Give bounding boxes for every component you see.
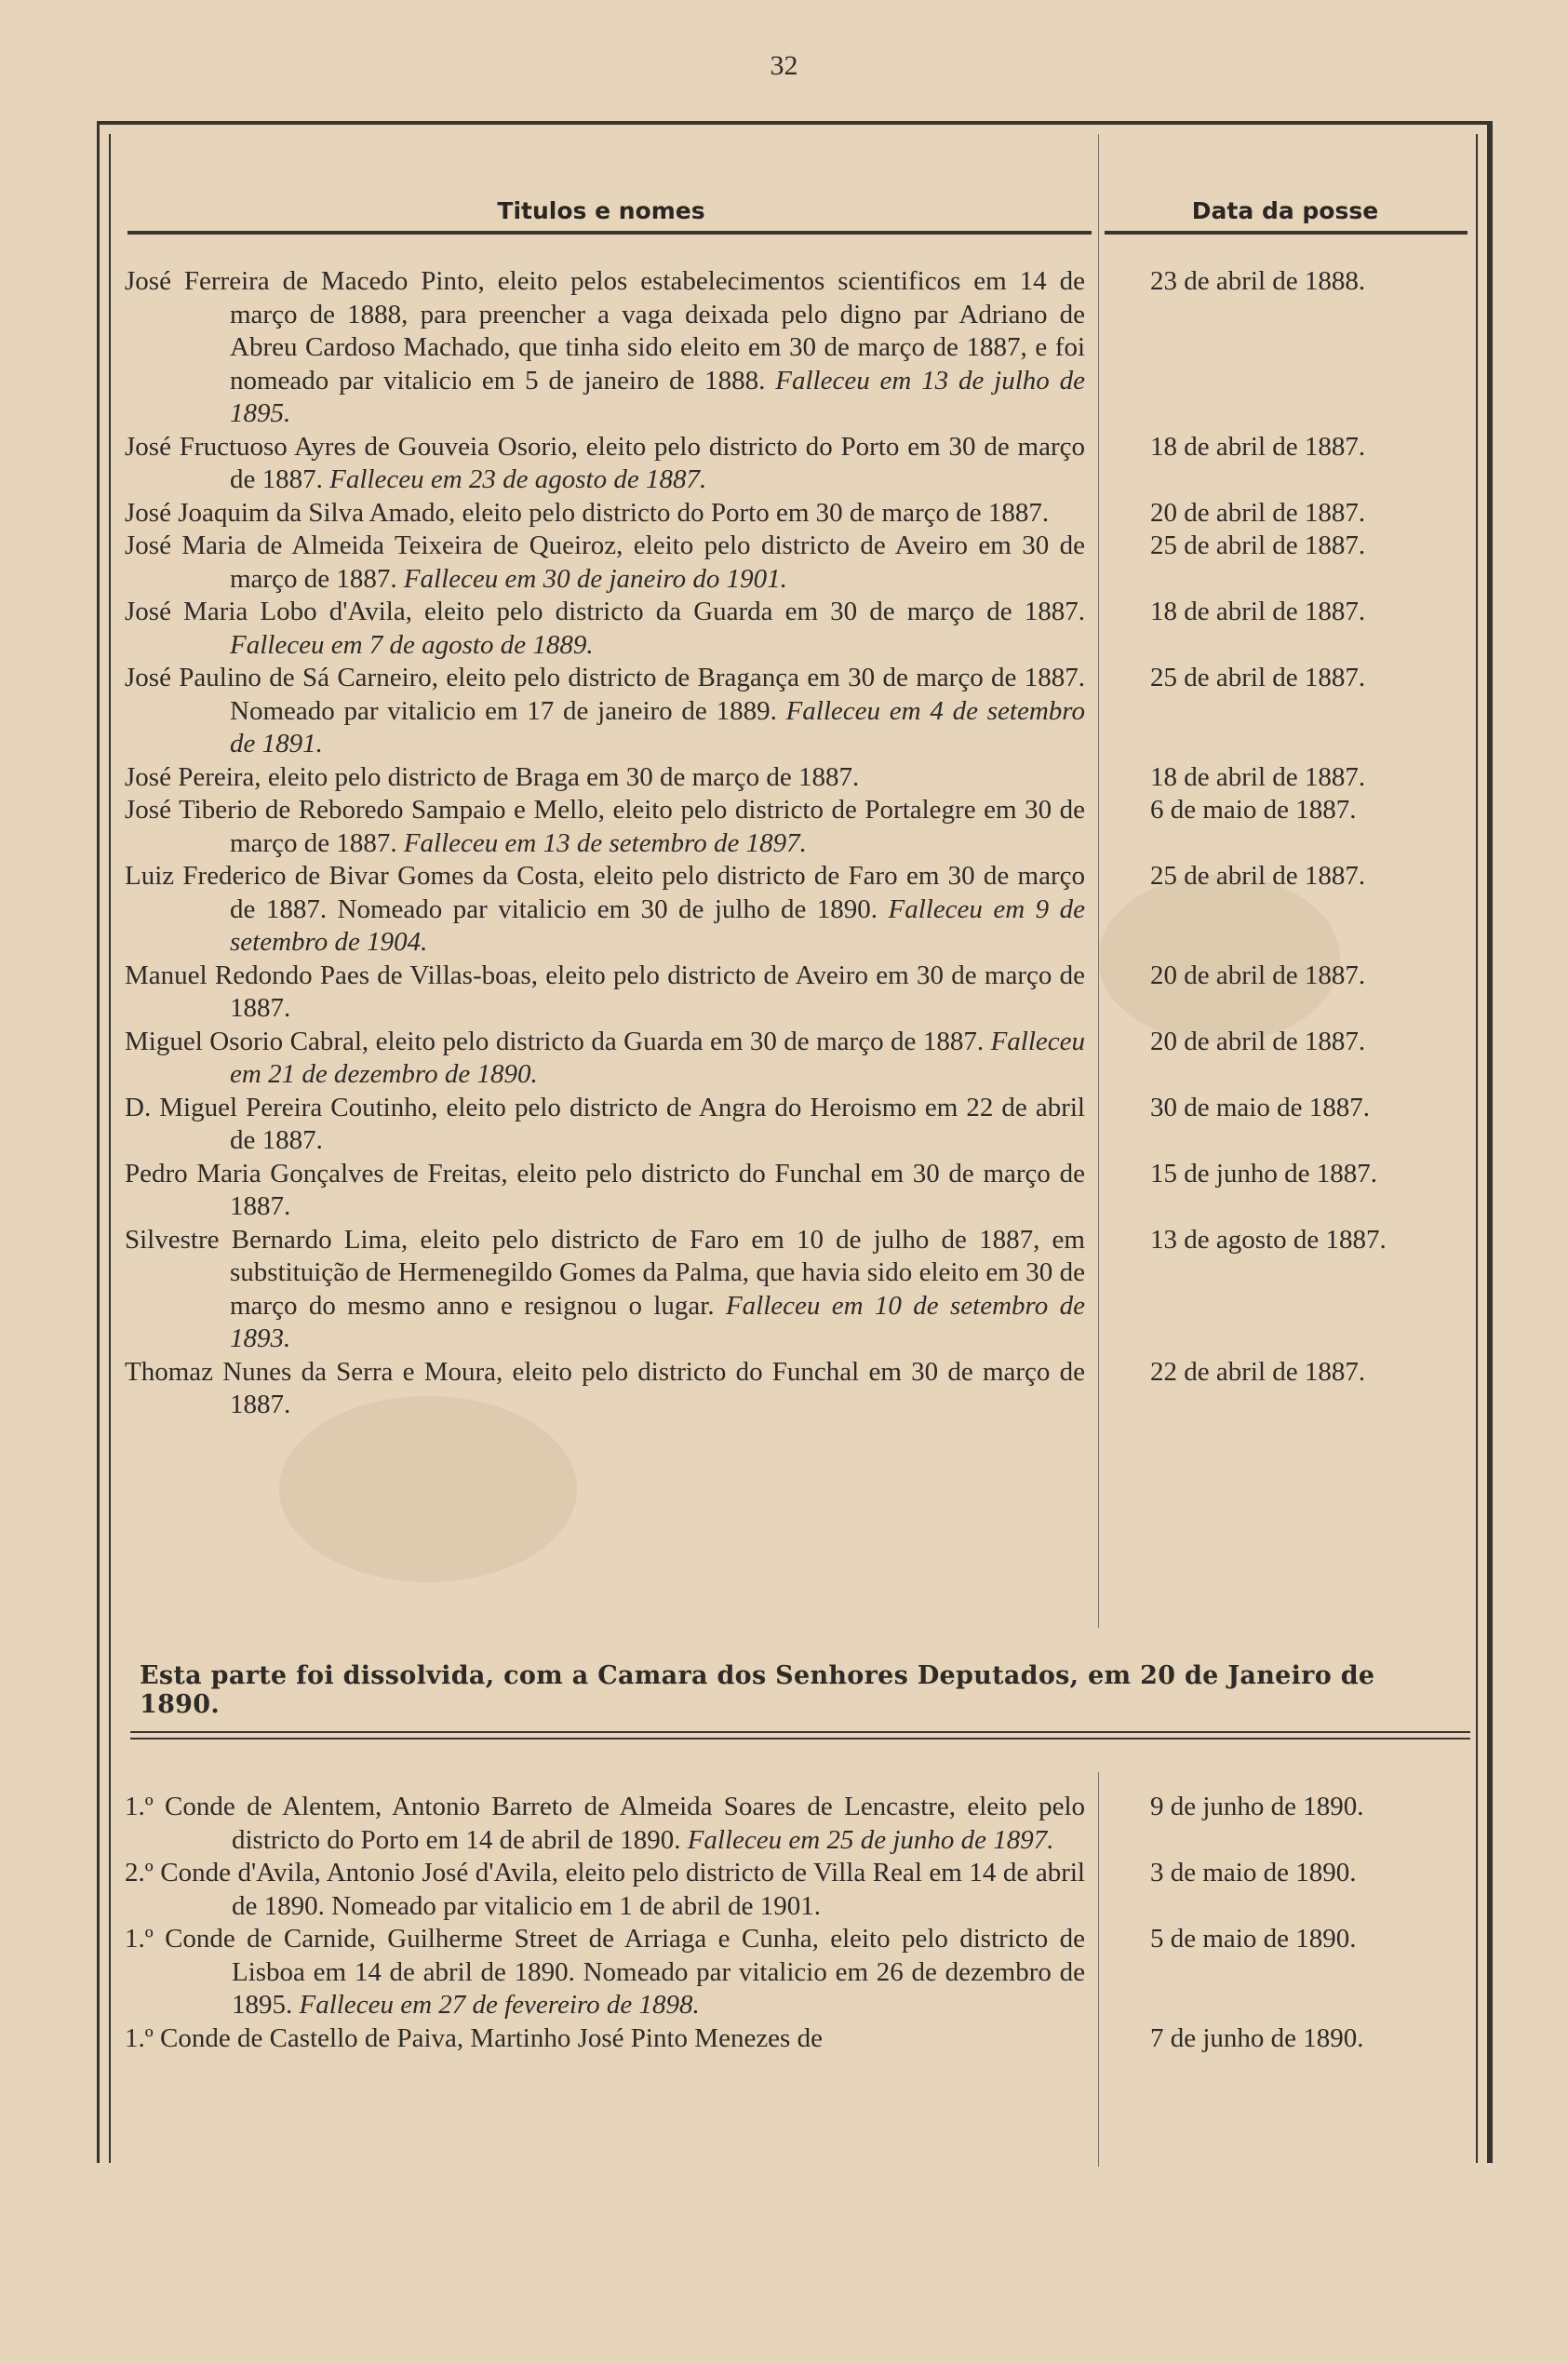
entry-date: 25 de abril de 1887. (1150, 663, 1366, 692)
table-row (125, 1092, 1465, 1158)
table-row (125, 1224, 1465, 1356)
header-rule (127, 231, 1092, 235)
entry-text (125, 265, 1085, 431)
entry-death-note: Falleceu em 30 de janeiro do 1901. (403, 563, 787, 594)
frame-inner-left-rule (109, 134, 111, 2163)
table-row (125, 596, 1465, 662)
header-rule (1105, 231, 1467, 235)
table-row (125, 1791, 1465, 1857)
entry-body: eleito pelo districto de Faro em 30 de março de 1887. Nomeado par vitalicio em 30 de julho de 1890. (230, 861, 1085, 924)
entry-name: Luiz Frederico de Bivar Gomes da Costa, (125, 861, 585, 891)
entry-date: 23 de abril de 1888. (1150, 266, 1366, 296)
entry-text (125, 761, 1085, 795)
entry-text (125, 1791, 1085, 1857)
entry-name: José Tiberio de Reboredo Sampaio e Mello, (125, 795, 605, 825)
table-row (125, 1923, 1465, 2022)
entry-date: 18 de abril de 1887. (1150, 761, 1366, 792)
entry-body: eleito pelo districto do Porto em 30 de março de 1887. (230, 431, 1085, 494)
entry-body: eleito pelo districto do Porto em 30 de março de 1887. (455, 497, 1050, 528)
table-row (125, 1356, 1465, 1422)
entry-name: D. Miguel Pereira Coutinho, (125, 1092, 438, 1122)
entry-name: José Pereira, (125, 761, 261, 792)
entry-name: Thomaz Nunes da Serra e Moura, (125, 1356, 503, 1387)
entry-death-note: Falleceu em 13 de setembro de 1897. (403, 827, 807, 858)
entry-text (125, 960, 1085, 1026)
entry-body: eleito pelo districto do Funchal em 30 de março de 1887. (230, 1158, 1085, 1221)
entry-death-note: Falleceu em 23 de agosto de 1887. (329, 464, 707, 494)
table-row (125, 1158, 1465, 1224)
entry-name: José Fructuoso Ayres de Gouveia Osorio, (125, 431, 578, 462)
entry-death-note: Falleceu em 10 de setembro de 1893. (230, 1290, 1085, 1353)
entry-text (125, 1224, 1085, 1356)
entry-date: 20 de abril de 1887. (1150, 960, 1366, 990)
entry-text (125, 497, 1085, 531)
entry-body: eleito pelo districto de Portalegre em 30 de março de 1887. (230, 795, 1085, 858)
entry-body: eleito pelo districto de Lisboa em 14 de abril de 1890. Nomeado par vitalicio em 26 de dezembro de 1895. (232, 1924, 1085, 2020)
entry-text (125, 1857, 1085, 1923)
entry-date: 3 de maio de 1890. (1150, 1858, 1357, 1887)
entry-name: José Maria de Almeida Teixeira de Queiroz, (125, 531, 623, 560)
entry-body: eleito pelo districto de Aveiro em 30 de março de 1887. (230, 531, 1086, 594)
table-row (125, 794, 1465, 860)
page-number: 32 (770, 50, 798, 81)
entry-name: 1.º Conde de Carnide, Guilherme Street de Arriaga e Cunha, (125, 1924, 819, 1954)
table-row (125, 530, 1465, 596)
entry-death-note: Falleceu em 4 de setembro de 1891. (230, 695, 1085, 759)
entry-body: eleito pelo districto de Aveiro em 30 de março de 1887. (230, 960, 1085, 1023)
entry-text (125, 2022, 1085, 2056)
table-row (125, 497, 1465, 531)
entry-date: 18 de abril de 1887. (1150, 597, 1366, 626)
entry-body: eleito pelo districto de Bragança em 30 de março de 1887. Nomeado par vitalicio em 17 de janeiro de 1889. (230, 663, 1086, 726)
entry-date: 20 de abril de 1887. (1150, 1026, 1366, 1056)
entry-name: Miguel Osorio Cabral, (125, 1026, 369, 1056)
entry-date: 22 de abril de 1887. (1150, 1356, 1366, 1387)
entry-body: eleito pelo districto de Villa Real em 14 de abril de 1890. Nomeado par vitalicio em 1 de abril de 1901. (232, 1858, 1085, 1921)
table-row (125, 431, 1465, 497)
entry-text (125, 596, 1085, 662)
entry-body: eleito pelo districto da Guarda em 30 de março de 1887. (411, 597, 1086, 626)
table-row (125, 960, 1465, 1026)
entry-date: 13 de agosto de 1887. (1150, 1224, 1387, 1255)
entry-name: 1.º Conde de Castello de Paiva, Martinho José Pinto Menezes de (125, 2022, 823, 2053)
entry-name: Manuel Redondo Paes de Villas-boas, (125, 960, 539, 990)
entry-name: 2.º Conde d'Avila, Antonio José d'Avila, (125, 1858, 559, 1887)
entry-text (125, 1923, 1085, 2022)
entry-body: eleito pelo districto da Guarda em 30 de março de 1887. (369, 1026, 991, 1056)
dissolution-notice: Esta parte foi dissolvida, com a Camara dos Senhores Deputados, em 20 de Janeiro de 1890. (140, 1661, 1375, 1719)
entry-name: José Paulino de Sá Carneiro, (125, 663, 439, 692)
table-row (125, 860, 1465, 960)
entry-text (125, 530, 1085, 596)
entry-death-note: Falleceu em 7 de agosto de 1889. (230, 629, 594, 660)
entry-text (125, 794, 1085, 860)
table-row (125, 662, 1465, 761)
entries-list-1890 (125, 1791, 1465, 2055)
entry-name: 1.º Conde de Alentem, Antonio Barreto de Almeida Soares de Lencastre, (125, 1792, 957, 1821)
entry-text (125, 1092, 1085, 1158)
entry-date: 9 de junho de 1890. (1150, 1792, 1364, 1821)
entry-body: eleito pelo districto de Braga em 30 de março de 1887. (261, 761, 860, 792)
entry-date: 25 de abril de 1887. (1150, 531, 1366, 560)
entry-death-note: Falleceu em 9 de setembro de 1904. (230, 893, 1085, 957)
entry-date: 5 de maio de 1890. (1150, 1924, 1357, 1954)
header-data-posse: Data da posse (1191, 197, 1379, 224)
entry-body: eleito pelo districto de Angra do Heroismo em 22 de abril de 1887. (230, 1092, 1085, 1155)
entry-date: 15 de junho de 1887. (1150, 1158, 1378, 1189)
entry-body: eleito pelo districto do Porto em 14 de abril de 1890. (232, 1792, 1086, 1855)
entry-death-note: Falleceu em 27 de fevereiro de 1898. (299, 1990, 700, 2020)
entry-name: Pedro Maria Gonçalves de Freitas, (125, 1158, 508, 1189)
entry-death-note: Falleceu em 13 de julho de 1895. (230, 365, 1086, 428)
entry-body: eleito pelo districto de Faro em 10 de julho de 1887, em substituição de Hermenegildo Gomes da Palma, que havia sido eleito em 30 de março do mesmo anno e resignou o lugar. (230, 1224, 1085, 1321)
entry-date: 20 de abril de 1887. (1150, 497, 1366, 528)
entry-name: Silvestre Bernardo Lima, (125, 1224, 409, 1255)
entries-list (125, 265, 1465, 1422)
entry-body: eleito pelos estabelecimentos scientificos em 14 de março de 1888, para preencher a vaga deixada pelo digno par Adriano de Abreu Cardoso Machado, que tinha sido eleito em 30 de março de 1887, e foi nomeado par vitalicio em 5 de janeiro de 1888. (230, 266, 1086, 396)
entry-date: 6 de maio de 1887. (1150, 795, 1357, 825)
table-header (122, 162, 1465, 236)
entry-name: José Joaquim da Silva Amado, (125, 497, 456, 528)
entry-text (125, 1356, 1085, 1422)
entry-date: 25 de abril de 1887. (1150, 861, 1366, 891)
entry-text (125, 860, 1085, 960)
entry-text (125, 662, 1085, 761)
entry-text (125, 1026, 1085, 1092)
entry-name: José Ferreira de Macedo Pinto, (125, 266, 485, 296)
double-rule (130, 1731, 1470, 1739)
table-row (125, 1026, 1465, 1092)
table-row (125, 1857, 1465, 1923)
header-titulos: Titulos e nomes (497, 197, 705, 224)
entry-death-note: Falleceu em 21 de dezembro de 1890. (230, 1026, 1086, 1089)
table-row (125, 761, 1465, 795)
entry-death-note: Falleceu em 25 de junho de 1897. (687, 1824, 1054, 1855)
table-row (125, 265, 1465, 431)
table-row (125, 2022, 1465, 2056)
entry-text (125, 1158, 1085, 1224)
entry-body: eleito pelo districto do Funchal em 30 de março de 1887. (230, 1356, 1086, 1419)
entry-date: 30 de maio de 1887. (1150, 1092, 1370, 1122)
frame-inner-right-rule (1476, 134, 1478, 2163)
entry-text (125, 431, 1085, 497)
entry-date: 7 de junho de 1890. (1150, 2022, 1364, 2053)
entry-name: José Maria Lobo d'Avila, (125, 597, 412, 626)
entry-date: 18 de abril de 1887. (1150, 431, 1366, 462)
